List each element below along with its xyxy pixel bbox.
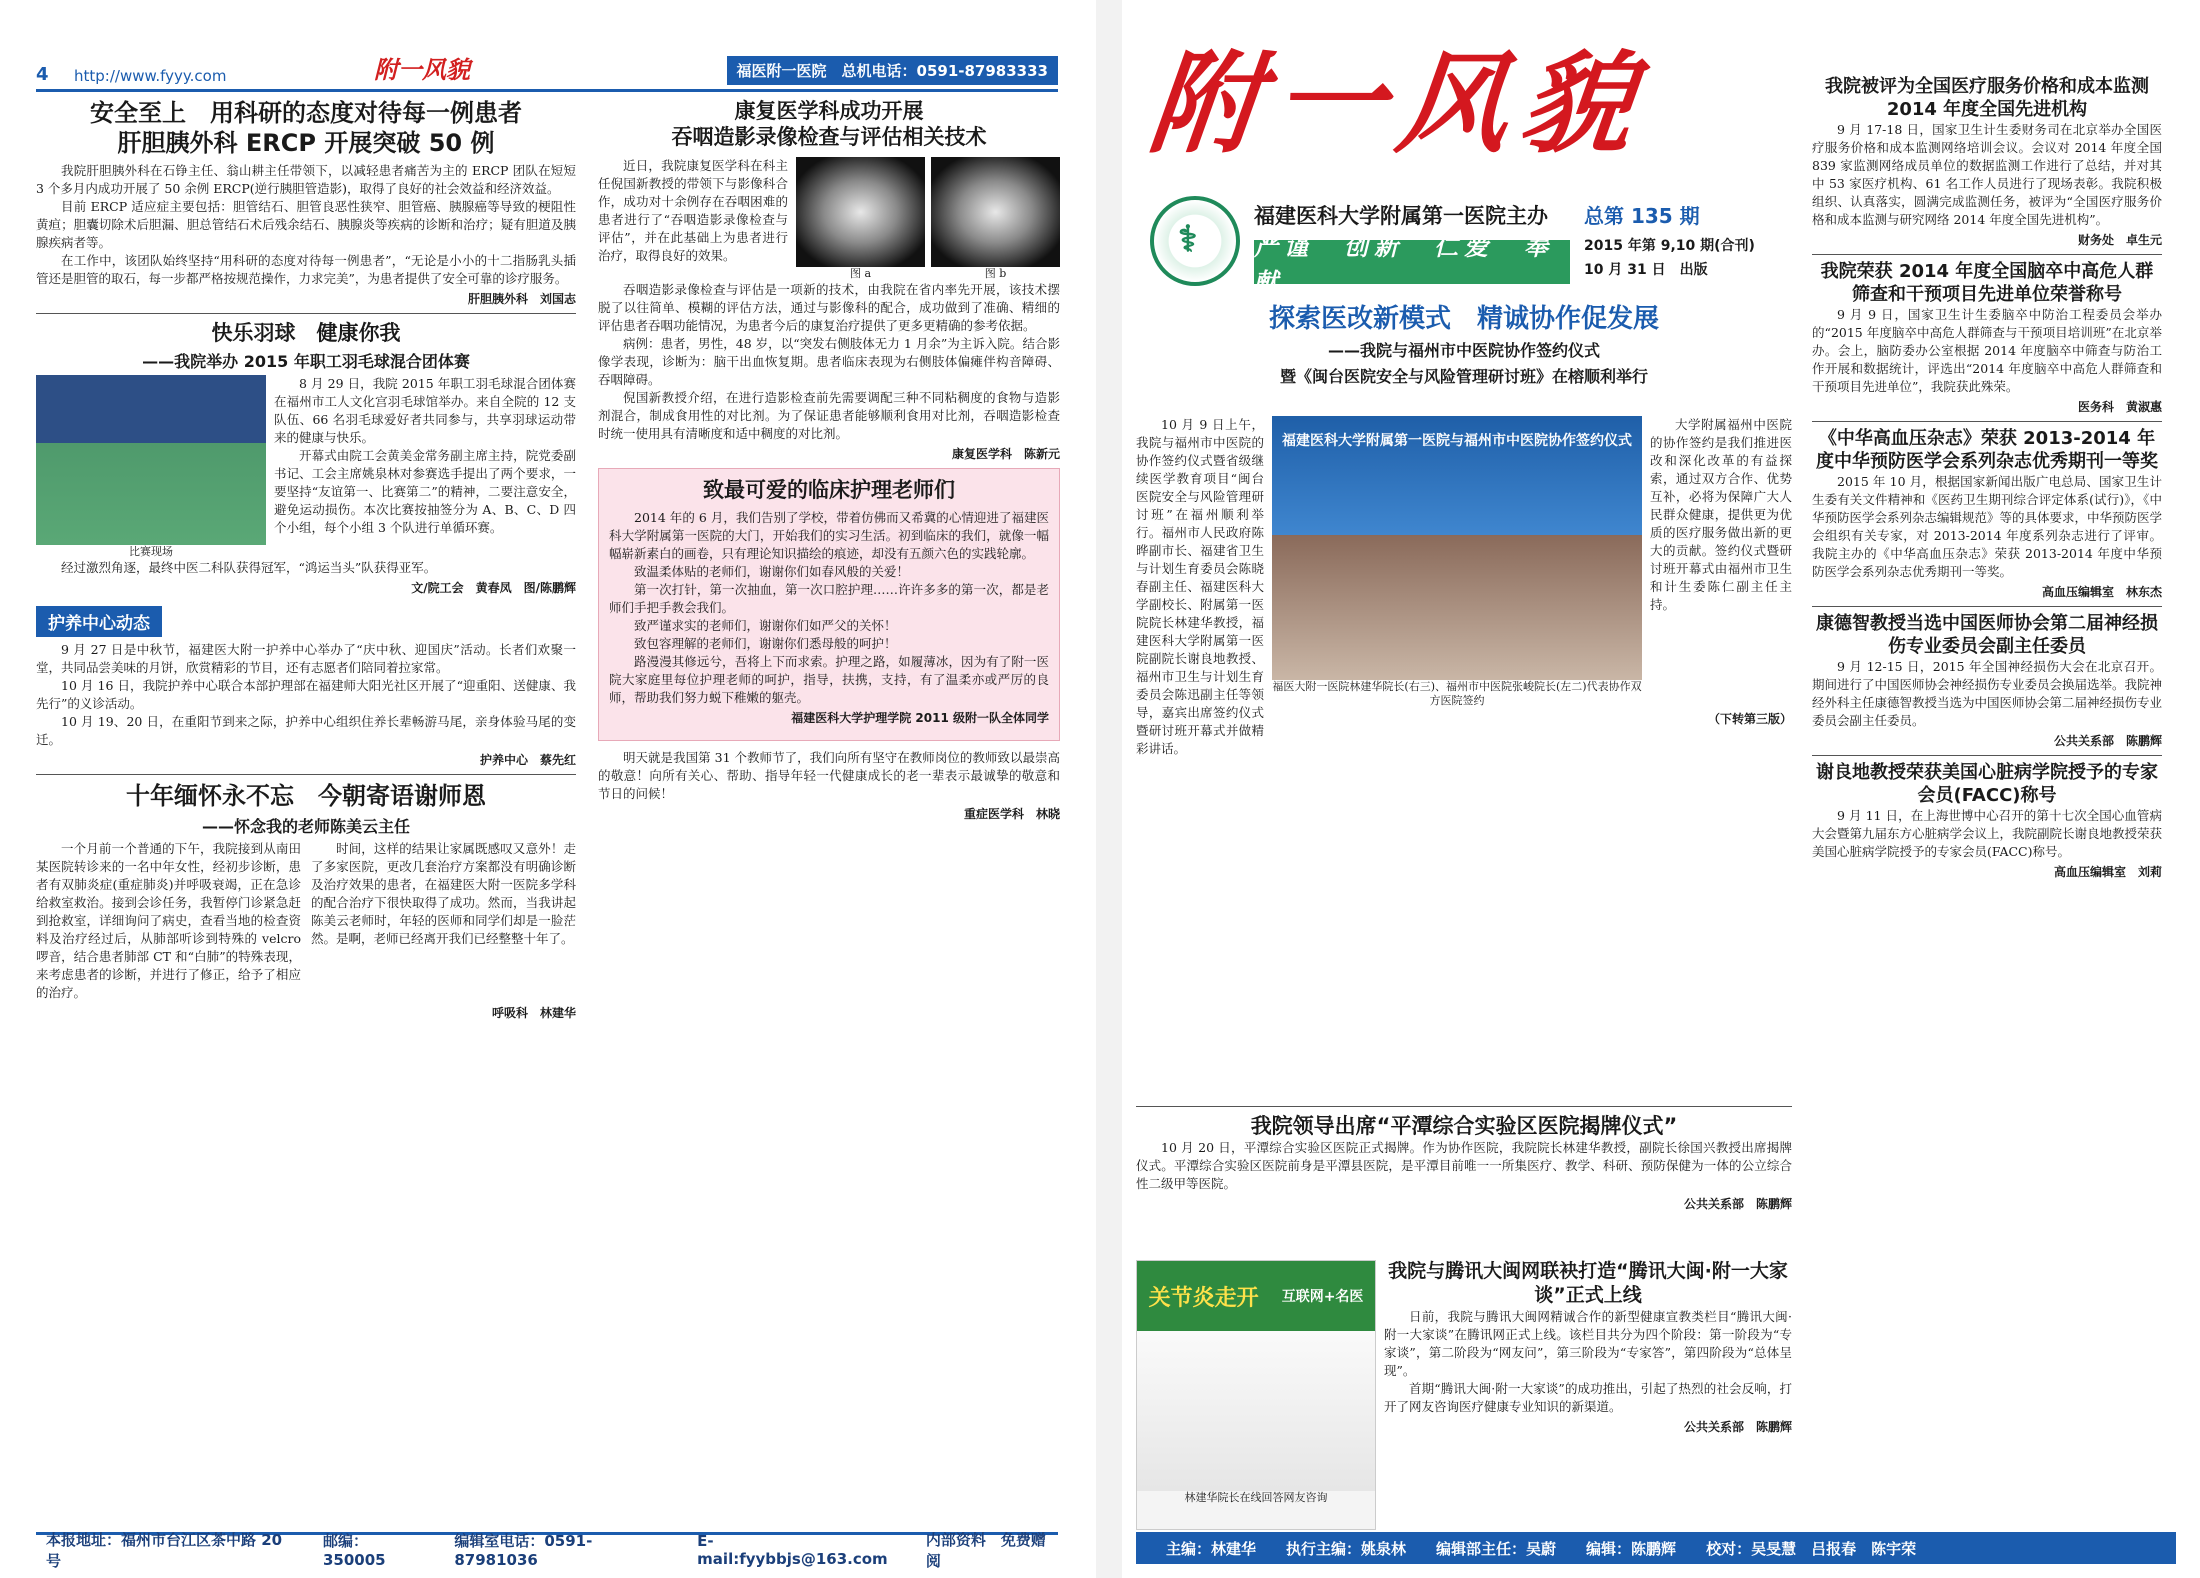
- credit-editor: 编辑：陈鹏辉: [1586, 1539, 1677, 1558]
- credit-proof: 校对：吴旻慧 吕报春 陈宇荣: [1706, 1539, 1917, 1558]
- xray-image-a: [796, 157, 925, 267]
- wechat-banner: [1137, 1261, 1375, 1331]
- byline: 财务处 卓生元: [2077, 233, 2162, 247]
- paragraph: 10 月 16 日，我院护养中心联合本部护理部在福建师大阳光社区开展了“迎重阳、送健康、我先行”的义诊活动。: [36, 678, 576, 712]
- footer-note: 内部资料 免费赠阅: [925, 1530, 1046, 1570]
- page-number: 4: [36, 64, 49, 85]
- side-article: [1812, 428, 2162, 600]
- article-title: 安全至上 用科研的态度对待每一例患者: [90, 99, 522, 127]
- byline: 福建医科大学护理学院 2011 级附一队全体同学: [791, 710, 1049, 725]
- byline: 公共关系部 陈鹏辉: [1683, 1419, 1792, 1434]
- byline: 肝胆胰外科 刘国志: [467, 292, 576, 306]
- paragraph: 吞咽造影录像检查与评估是一项新的技术，由我院在省内率先开展，该技术摆脱了以往简单、模糊的评估方法，通过与影像科的配合，成功做到了准确、精细的评估患者吞咽功能情况，为患者今后的康复治疗提供了更多更精确的参考依据。: [598, 281, 1060, 333]
- paragraph: 10 月 9 日上午，我院与福州市中医院的协作签约仪式暨省级继续医学教育项目“闽台医院安全与风险管理研讨班”在福州顺利举行。福州市人民政府陈晔副市长、福建省卫生与计划生育委员会陈晓春副主任、福建医科大学副校长、附属第一医院院长林建华教授，福建医科大学附属第一医院副院长谢良地教授、福州市卫生与计划生育委员会陈迅副主任等领导，嘉宾出席签约仪式暨研讨班开幕式并做精彩讲话。: [1136, 417, 1264, 756]
- byline: 公共关系部 陈鹏辉: [1683, 1197, 1792, 1212]
- article-title: 十年缅怀永不忘 今朝寄语谢师恩: [126, 782, 486, 811]
- photo-banner-text: 福建医科大学附属第一医院与福州市中医院协作签约仪式: [1282, 433, 1632, 449]
- motto-banner: 严谨 创新 仁爱 奉献: [1254, 240, 1570, 284]
- lead-subtitle-2: 暨《闽台医院安全与风险管理研讨班》在榕顺利举行: [1279, 367, 1648, 386]
- signing-photo: [1272, 416, 1642, 680]
- article-badminton: [36, 320, 576, 596]
- badminton-photo: [36, 375, 266, 545]
- paragraph: 9 月 17-18 日，国家卫生计生委财务司在北京举办全国医疗服务价格和成本监测网络培训会议。会议对 2014 年度全国 839 家监测网络成员单位的数据监测工作进行了总结，并对其中 53 家医疗机构、61 名工作人员进行了现场表彰。我院积极组织、认真落实，圆满完成监测任务，被评为“全国医疗服务价格和成本监测与研究网络 2014 年度全国先进机构”。: [1812, 122, 2162, 227]
- emblem-glyph: ⚕: [1178, 218, 1198, 260]
- byline: 公共关系部 陈鹏辉: [2053, 734, 2162, 748]
- byline: 护养中心 蔡先红: [479, 753, 576, 768]
- paragraph: 明天就是我国第 31 个教师节了，我们向所有坚守在教师岗位的教师致以最崇高的敬意！向所有关心、帮助、指导年轻一代健康成长的老一辈表示最诚挚的敬意和节日的问候！: [598, 749, 1060, 801]
- paragraph: 路漫漫其修远兮，吾将上下而求索。护理之路，如履薄冰，因为有了附一医院大家庭里每位护理老师的呵护，指导，扶携，支持，有了温柔亦或严厉的良师，帮助我们努力蜕下稚嫩的躯壳。: [609, 653, 1049, 705]
- divider: [1812, 755, 2162, 756]
- byline: 重症医学科 林晓: [963, 806, 1060, 821]
- banner-text-2: 互联网+名医: [1281, 1289, 1364, 1305]
- issue-info: [1584, 200, 1774, 279]
- paragraph: 第一次打针，第一次抽血，第一次口腔护理……许许多多的第一次，都是老师们手把手教会我们。: [609, 581, 1049, 615]
- paragraph: 近日，我院康复医学科在科主任倪国新教授的带领下与影像科合作，成功对十余例存在吞咽困难的患者进行了“吞咽造影录像检查与评估”，并在此基础上为患者进行治疗，取得良好的效果。: [598, 157, 788, 263]
- photo-caption: 福医大附一医院林建华院长(右三)、福州市中医院张峻院长(左二)代表协作双方医院签约: [1272, 680, 1642, 707]
- article-pingtan: [1136, 1100, 1792, 1218]
- byline: 医务科 黄淑惠: [2077, 400, 2162, 414]
- continued-note: （下转第三版）: [1707, 712, 1792, 726]
- divider: [36, 774, 576, 775]
- page-footer: [36, 1530, 1058, 1570]
- article-tencent: [1136, 1260, 1792, 1530]
- credit-editor-in-chief: 主编：林建华: [1166, 1539, 1257, 1558]
- paragraph: 倪国新教授介绍，在进行造影检查前先需要调配三种不同粘稠度的食物与造影剂混合，制成食用性的对比剂。为了保证患者能够顺利食用对比剂，吞咽造影检查时统一使用具有清晰度和适中稠度的对比剂。: [598, 389, 1060, 441]
- paragraph: 在工作中，该团队始终坚持“用科研的态度对待每一例患者”，“无论是小小的十二指肠乳头插管还是胆管的取石，每一步都严格按规范操作，力求完美”，为患者提供了安全可靠的诊疗服务。: [36, 253, 576, 286]
- photo-caption: 比赛现场: [129, 545, 173, 559]
- section-tag: 护养中心动态: [36, 606, 162, 637]
- publisher: 福建医科大学附属第一医院主办: [1254, 204, 1548, 228]
- paragraph: 10 月 20 日，平潭综合实验区医院正式揭牌。作为协作医院，我院院长林建华教授，副院长徐国兴教授出席揭牌仪式。平潭综合实验区医院前身是平潭县医院，是平潭目前唯一一所集医疗、教学、科研、预防保健为一体的公立综合性二级甲等医院。: [1136, 1140, 1792, 1192]
- xray-image-b: [931, 157, 1060, 267]
- hospital-emblem-icon: [1150, 196, 1240, 286]
- article-subtitle: ——我院举办 2015 年职工羽毛球混合团体赛: [142, 352, 470, 372]
- divider: [36, 313, 576, 314]
- right-page: [1122, 0, 2200, 1578]
- lead-article: [1136, 416, 1792, 1096]
- credit-deputy: 编辑部主任：吴蔚: [1436, 1539, 1557, 1558]
- paragraph: 我院肝胆胰外科在石铮主任、翁山耕主任带领下，以减轻患者痛苦为主的 ERCP 团队在短短 3 个多月内成功开展了 50 余例 ERCP(逆行胰胆管造影)，取得了良好的社会效益和经济效益。: [36, 163, 576, 196]
- article-title: 我院荣获 2014 年度全国脑卒中高危人群筛查和干预项目先进单位荣誉称号: [1820, 261, 2154, 305]
- paragraph: 9 月 12-15 日，2015 年全国神经损伤大会在北京召开。期间进行了中国医师协会神经损伤专业委员会换届选举。我院神经外科主任康德智教授当选为中国医师协会第二届神经损伤专业委员会副主任委员。: [1812, 659, 2162, 728]
- byline: 文/院工会 黄春凤 图/陈鹏辉: [411, 581, 576, 596]
- article-subtitle: ——怀念我的老师陈美云主任: [201, 817, 410, 837]
- lead-subtitle-1: ——我院与福州市中医院协作签约仪式: [1327, 341, 1600, 360]
- paragraph: 首期“腾讯大闽·附一大家谈”的成功推出，引起了热烈的社会反响，打开了网友咨询医疗健康专业知识的新渠道。: [1384, 1380, 1792, 1414]
- article-title-2: 吞咽造影录像检查与评估相关技术: [671, 125, 987, 150]
- wechat-screenshot: [1136, 1260, 1376, 1530]
- side-article: [1812, 76, 2162, 248]
- side-article: [1812, 762, 2162, 880]
- paragraph: 10 月 19、20 日，在重阳节到来之际，护养中心组织住养长辈畅游马尾，亲身体验马尾的变迁。: [36, 714, 576, 748]
- side-article: [1812, 261, 2162, 415]
- right-column: [598, 98, 1060, 1538]
- lead-headline: [1136, 298, 1792, 390]
- footer-email[interactable]: E-mail:fyybbjs@163.com: [697, 1531, 888, 1568]
- paragraph: 致温柔体贴的老师们，谢谢你们如春风般的关爱！: [634, 563, 910, 579]
- article-title: 《中华高血压杂志》荣获 2013-2014 年度中华预防医学会系列杂志优秀期刊一等奖: [1816, 428, 2158, 472]
- article-memorial: [36, 781, 576, 1021]
- paragraph: 日前，我院与腾讯大闽网精诚合作的新型健康宣教类栏目“腾讯大闽·附一大家谈”在腾讯网正式上线。该栏目共分为四个阶段：第一阶段为“专家谈”，第二阶段为“网友问”，第三阶段为“专家答”，第四阶段为“总体呈现”。: [1384, 1308, 1792, 1378]
- footer-phone: 编辑室电话：0591-87981036: [454, 1532, 593, 1569]
- article-title-2: 肝胆胰外科 ERCP 开展突破 50 例: [117, 129, 495, 157]
- masthead-title: 附一风貌: [1143, 39, 1653, 168]
- article-title: 我院领导出席“平潭综合实验区医院揭牌仪式”: [1250, 1114, 1678, 1138]
- left-page: [0, 0, 1096, 1578]
- website-url[interactable]: http://www.fyyy.com: [74, 67, 227, 85]
- paragraph: 一个月前一个普通的下午，我院接到从南田某医院转诊来的一名中年女性，经初步诊断，患者有双肺炎症(重症肺炎)并呼吸衰竭，正在急诊给救室救治。接到会诊任务，我暂停门诊紧急赶到抢救室，详细询问了病史，查看当地的检查资料及治疗经过后，从肺部听诊到特殊的 velcro 啰音，结合患者肺部 CT 和“白肺”的特殊表现，来考虑患者的诊断，并进行了修正，给予了相应的治疗。: [36, 841, 301, 1001]
- paragraph: 经过激烈角逐，最终中医二科队获得冠军，“鸿运当头”队获得亚军。: [61, 560, 437, 576]
- paragraph: 病例：患者，男性，48 岁，以“突发右侧肢体无力 1 月余”为主诉入院。结合影像学表现，诊断为：脑干出血恢复期。患者临床表现为右侧肢体偏瘫伴构音障碍、吞咽障碍。: [598, 335, 1060, 387]
- left-column: [36, 98, 576, 1538]
- paragraph: 致包容理解的老师们，谢谢你们悉母般的呵护！: [634, 635, 897, 651]
- credits-footer: [1136, 1532, 2176, 1564]
- issue-date: 10 月 31 日 出版: [1584, 262, 1708, 278]
- article-title: 康复医学科成功开展: [734, 99, 924, 123]
- paragraph: 大学附属福州中医院的协作签约是我们推进医改和深化改革的有益探索，通过双方合作、优势互补，必将为保障广大人民群众健康，提供更为优质的医疗服务做出新的更大的贡献。签约仪式暨研讨班开幕式由福州市卫生和计生委陈仁副主任主持。: [1650, 417, 1792, 612]
- letter-box: [598, 468, 1060, 741]
- hospital-phone-bar: 福医附一医院 总机电话：0591-87983333: [727, 56, 1058, 85]
- paragraph: 2014 年的 6 月，我们告别了学校，带着仿佛而又希冀的心情迎进了福建医科大学附属第一医院的大门，开始我们的实习生活。初到临床的我们，就像一幅幅崭新素白的画卷，只有理论知识描绘的痕迹，却没有五颜六色的实践轮廓。: [609, 509, 1049, 561]
- paragraph: 9 月 9 日，国家卫生计生委脑卒中防治工程委员会举办的“2015 年度脑卒中高危人群筛查与干预项目培训班”在北京举办。会上，脑防委办公室根据 2014 年度脑卒中筛查与防治工作开展和数据统计，评选出“2014 年度脑卒中高危人群筛查和干预项目先进单位”，我院获此殊荣。: [1812, 307, 2162, 394]
- article-title: 康德智教授当选中国医师协会第二届神经损伤专业委员会副主任委员: [1816, 613, 2158, 657]
- paragraph: 开幕式由院工会黄美金常务副主席主持，院党委副书记、工会主席姚泉林对参赛选手提出了两个要求，一要坚持“友谊第一、比赛第二”的精神，二要注意安全，避免运动损伤。本次比赛按抽签分为 A、B、C、D 四个小组，每个小组 3 个队进行单循环赛。: [274, 448, 576, 536]
- footer-address: 本报地址：福州市台江区茶中路 20 号: [46, 1530, 283, 1570]
- divider: [1812, 254, 2162, 255]
- article-title: 致最可爱的临床护理老师们: [703, 477, 955, 502]
- side-column: [1812, 76, 2162, 1526]
- front-main: [1136, 0, 1792, 1540]
- byline: 呼吸科 林建华: [491, 1006, 576, 1021]
- paragraph: 9 月 27 日是中秋节，福建医大附一护养中心举办了“庆中秋、迎国庆”活动。长者们欢聚一堂，共同品尝美味的月饼，欣赏精彩的节目，还有志愿者们陪同着拉家常。: [36, 642, 576, 676]
- banner-text: 关节炎走开: [1148, 1285, 1259, 1311]
- credit-exec-editor: 执行主编：姚泉林: [1286, 1539, 1407, 1558]
- paragraph: 9 月 11 日，在上海世博中心召开的第十七次全国心血管病大会暨第九届东方心脏病学会议上，我院副院长谢良地教授荣获美国心脏病学院授予的专家会员(FACC)称号。: [1812, 808, 2162, 859]
- article-title: 谢良地教授荣获美国心脏病学院授予的专家会员(FACC)称号: [1816, 762, 2158, 806]
- masthead: [1143, 34, 1850, 174]
- issue-total: 总第 135 期: [1584, 204, 1700, 228]
- page-gutter: [1096, 0, 1122, 1578]
- footer-postcode: 邮编：350005: [322, 1532, 386, 1569]
- image-caption: 图 a: [849, 266, 872, 280]
- issue-year: 2015 年第 9,10 期(合刊): [1584, 238, 1755, 254]
- paragraph: 8 月 29 日，我院 2015 年职工羽毛球混合团体赛在福州市工人文化宫羽毛球馆举办。来自全院的 12 支队伍、66 名羽毛球爱好者共同参与，共享羽球运动带来的健康与快乐。: [274, 376, 576, 446]
- side-article: [1812, 613, 2162, 749]
- paragraph: 时间，这样的结果让家属既感叹又意外！走了多家医院，更改几套治疗方案都没有明确诊断及治疗效果的患者，在福建医大附一医院多学科的配合治疗下很快取得了成功。然而，当我讲起陈美云老师时，年轻的医师和同学们却是一脸茫然。是啊，老师已经离开我们已经整整十年了。: [311, 841, 576, 947]
- divider: [1136, 1106, 1792, 1107]
- divider: [1812, 421, 2162, 422]
- article-rehab: [598, 98, 1060, 462]
- section-title: 附一风貌: [374, 55, 470, 84]
- divider: [1812, 606, 2162, 607]
- lead-title: 探索医改新模式 精诚协作促发展: [1268, 304, 1659, 334]
- paragraph: 2015 年 10 月，根据国家新闻出版广电总局、国家卫生计生委有关文件精神和《医药卫生期刊综合评定体系(试行)》，《中华预防医学会系列杂志编辑规范》等的具体要求，中华预防医学会组织有关专家，对 2013-2014 年度系列杂志进行了评审。我院主办的《中华高血压杂志》荣获 2013-2014 年度中华预防医学会系列杂志优秀期刊一等奖。: [1812, 474, 2162, 579]
- byline: 高血压编辑室 林东杰: [2041, 585, 2162, 599]
- article-ercp: [36, 98, 576, 307]
- image-caption: 图 b: [984, 266, 1007, 280]
- article-title: 我院被评为全国医疗服务价格和成本监测 2014 年度全国先进机构: [1825, 76, 2149, 120]
- article-title: 快乐羽球 健康你我: [211, 321, 401, 345]
- article-ending: [598, 749, 1060, 822]
- article-title: 我院与腾讯大闽网联袂打造“腾讯大闽·附一大家谈”正式上线: [1388, 1260, 1788, 1306]
- nursing-news: [36, 602, 576, 768]
- paragraph: 目前 ERCP 适应症主要包括：胆管结石、胆管良恶性狭窄、胆管癌、胰腺癌等导致的梗阻性黄疸；胆囊切除术后胆漏、胆总管结石术后残余结石、胰腺炎等疾病的诊断和治疗；疑有胆道及胰腺疾病者等。: [36, 199, 576, 250]
- paragraph: 致严谨求实的老师们，谢谢你们如严父的关怀！: [634, 617, 897, 633]
- byline: 高血压编辑室 刘莉: [2053, 865, 2162, 879]
- page-header: [36, 54, 1058, 92]
- byline: 康复医学科 陈新元: [951, 446, 1060, 461]
- photo-caption: 林建华院长在线回答网友咨询: [1184, 1491, 1328, 1504]
- chat-screenshot: [1137, 1331, 1375, 1491]
